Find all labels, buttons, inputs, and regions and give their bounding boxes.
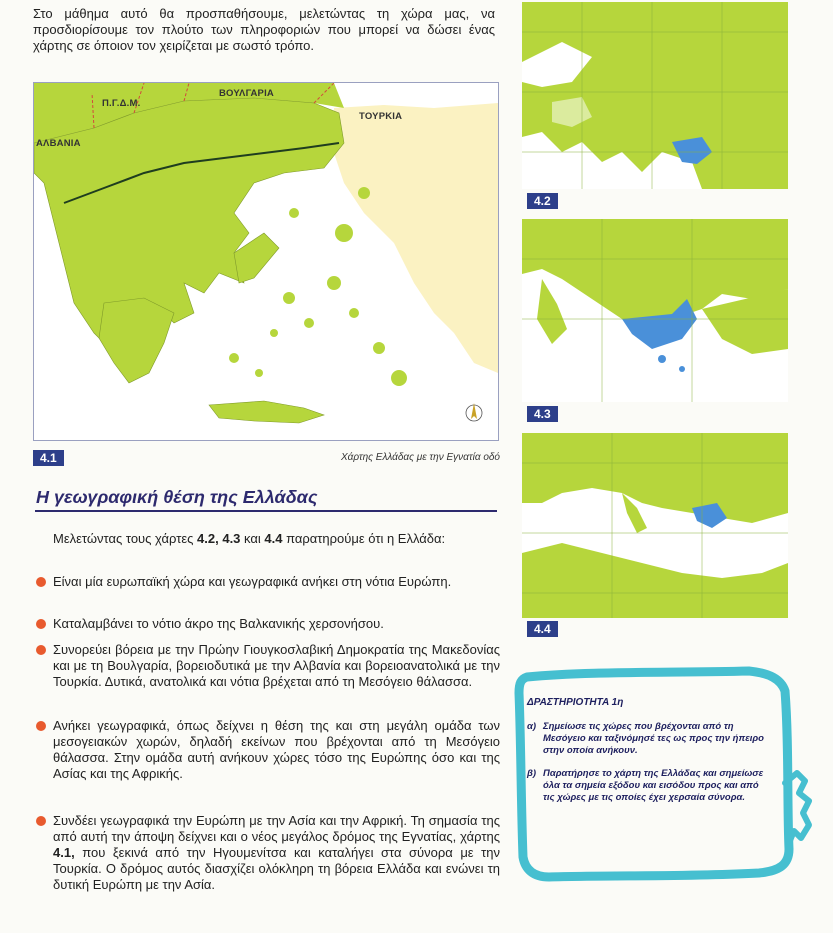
greece-map: [33, 82, 499, 441]
bullet-item: Καταλαμβάνει το νότιο άκρο της Βαλκανικής χερσονήσου.: [53, 616, 500, 632]
figure-badge-4-2: 4.2: [527, 193, 558, 209]
label-turkey: ΤΟΥΡΚΙΑ: [359, 111, 403, 122]
bullet-item: Συνορεύει βόρεια με την Πρώην Γιουγκοσλαβική Δημοκρατία της Μακεδονίας και με τη Βουλγαρία, βορειοδυτικά με την Αλβανία και βορειοανατολικά με την Τουρκία. Δυτικά, ανατολικά και νότια βρέχεται από τη Μεσόγειο θάλασσα.: [53, 642, 500, 690]
activity-title: ΔΡΑΣΤΗΡΙΟΤΗΤΑ 1η: [527, 697, 624, 708]
bullet-dot: [36, 577, 46, 587]
bullet-item: Συνδέει γεωγραφικά την Ευρώπη με την Ασία και την Αφρική. Τη σημασία της από αυτή την άποψη δείχνει και ο νέος μεγάλος δρόμος της Εγνατίας, χάρτης 4.1, που ξεκινά από την Ηγουμενίτσα και καταλήγει στα σύνορα με την Τουρκία. Ο δρόμος αυτός διασχίζει ολόκληρη τη βόρεια Ελλάδα και ενώνει τη δυτική Ευρώπη με την Ασία.: [53, 813, 500, 893]
intro-paragraph: Στο μάθημα αυτό θα προσπαθήσουμε, μελετώντας τη χώρα μας, να προσδιορίσουμε τον πλούτο των πληροφοριών που μπορεί να δώσει ένας χάρτης σε όποιον τον χειρίζεται με σωστό τρόπο.: [33, 6, 495, 53]
section-heading: Η γεωγραφική θέση της Ελλάδας: [36, 487, 318, 507]
label-fyrom: Π.Γ.Δ.Μ.: [102, 98, 141, 109]
map-caption: Χάρτης Ελλάδας με την Εγνατία οδό: [340, 452, 500, 463]
greece-map-graphic: [34, 83, 498, 440]
label-albania: ΑΛΒΑΝΙΑ: [36, 138, 81, 149]
bullet-dot: [36, 721, 46, 731]
bullet-item: Είναι μία ευρωπαϊκή χώρα και γεωγραφικά ανήκει στη νότια Ευρώπη.: [53, 574, 500, 590]
activity-item: β) Παρατήρησε το χάρτη της Ελλάδας και σημείωσε όλα τα σημεία εξόδου και εισόδου προς και από τις χώρες με τις οποίες έχει χερσαία σύνορα.: [527, 768, 764, 803]
bullet-dot: [36, 816, 46, 826]
europe-map: [522, 2, 788, 189]
heading-underline: [35, 510, 497, 512]
bullet-item: Ανήκει γεωγραφικά, όπως δείχνει η θέση της και στη μεγάλη ομάδα των μεσογειακών χωρών, δηλαδή εκείνων που βρέχονται από τη Μεσόγειο θάλασσα. Στην ομάδα αυτή ανήκουν χώρες τόσο της Ευρώπης όσο και της Ασίας και της Αφρικής.: [53, 718, 500, 782]
balkans-map-graphic: [522, 219, 788, 402]
balkans-map: [522, 219, 788, 402]
figure-badge-4-4: 4.4: [527, 621, 558, 637]
label-bulgaria: ΒΟΥΛΓΑΡΙΑ: [219, 88, 274, 99]
activity-item: α) Σημείωσε τις χώρες που βρέχονται από τη Μεσόγειο και ταξινόμησέ τες ως προς την ήπειρο στην οποία ανήκουν.: [527, 721, 764, 756]
bullet-dot: [36, 645, 46, 655]
figure-badge-4-3: 4.3: [527, 406, 558, 422]
activity-box: [527, 697, 772, 815]
mediterranean-map: [522, 433, 788, 618]
bullet-dot: [36, 619, 46, 629]
mediterranean-map-graphic: [522, 433, 788, 618]
lead-paragraph: Μελετώντας τους χάρτες 4.2, 4.3 και 4.4 παρατηρούμε ότι η Ελλάδα:: [53, 531, 446, 546]
figure-badge-4-1: 4.1: [33, 450, 64, 466]
europe-map-graphic: [522, 2, 788, 189]
